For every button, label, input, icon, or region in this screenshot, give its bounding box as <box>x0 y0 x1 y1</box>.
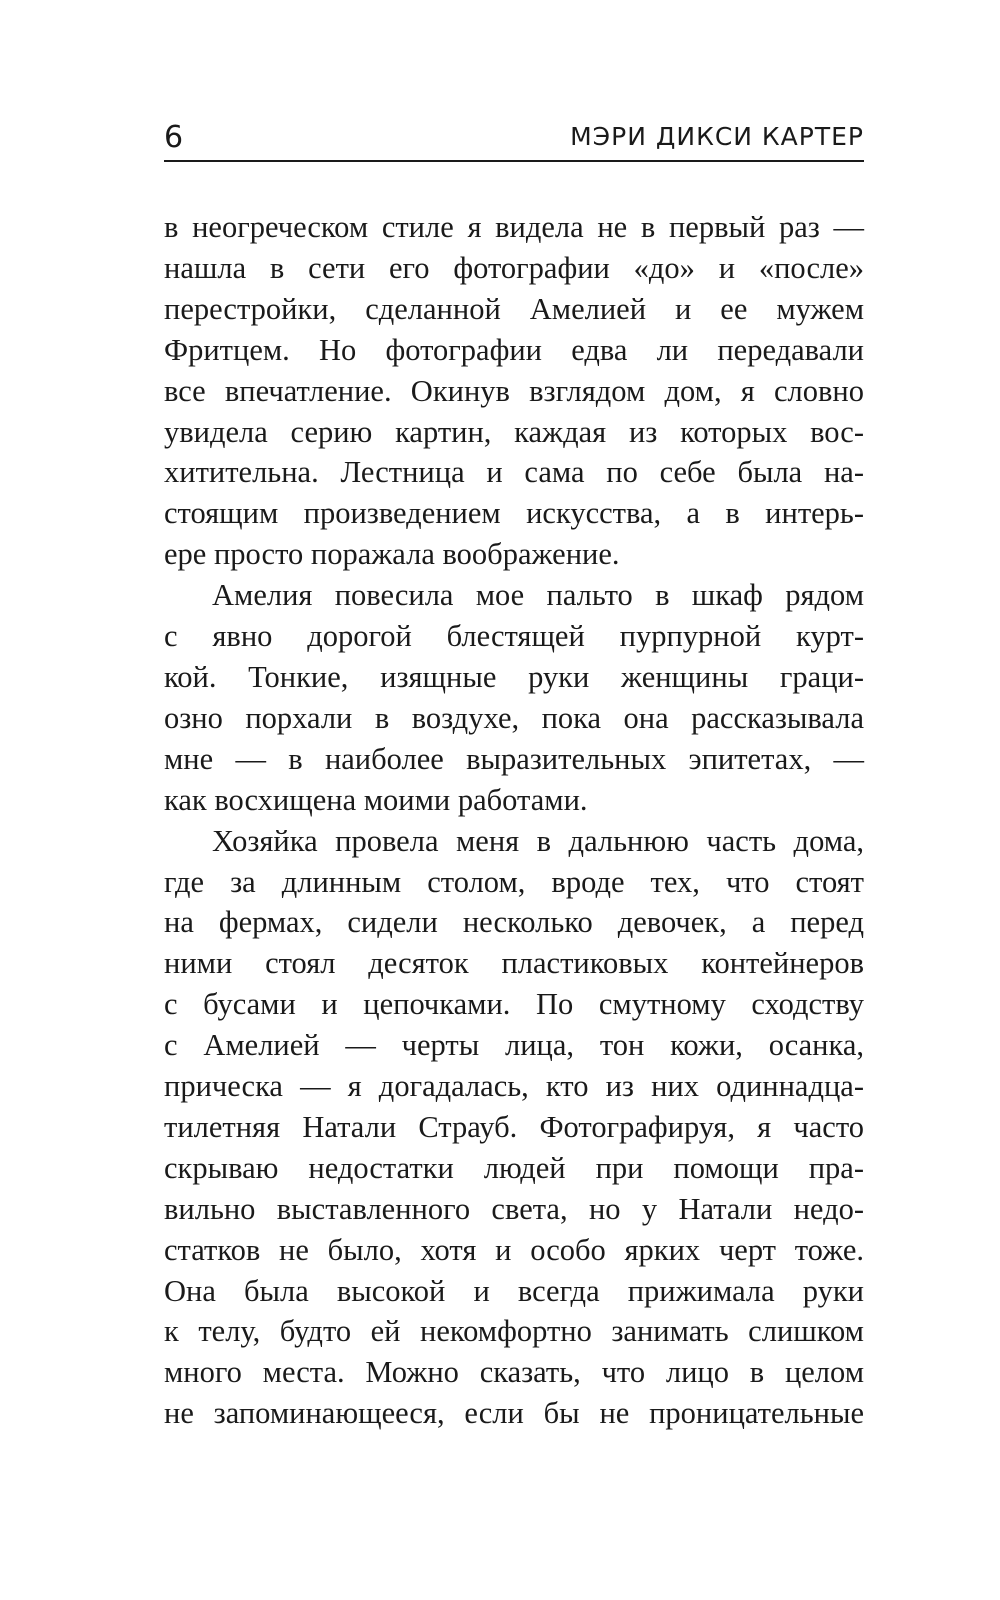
text-line: Хозяйка провела меня в дальнюю часть дома, <box>212 823 864 858</box>
text-line: статков не было, хотя и особо ярких черт тоже. <box>164 1232 864 1267</box>
text-line: кой. Тонкие, изящные руки женщины граци- <box>164 659 864 694</box>
page-number: 6 <box>164 120 184 155</box>
text-line: тилетняя Натали Страуб. Фотографируя, я часто <box>164 1109 864 1144</box>
text-line: как восхищена моими работами. <box>164 782 588 817</box>
text-line: озно порхали в воздухе, пока она рассказывала <box>164 700 864 735</box>
text-line: с бусами и цепочками. По смутному сходству <box>164 987 864 1022</box>
text-line: Амелия повесила мое пальто в шкаф рядом <box>212 578 864 613</box>
text-line: вильно выставленного света, но у Натали недо- <box>164 1191 864 1226</box>
text-line: нашла в сети его фотографии «до» и «после» <box>164 250 864 285</box>
text-line: не запоминающееся, если бы не проницательные <box>164 1396 864 1431</box>
text-line: где за длинным столом, вроде тех, что стоят <box>164 864 864 899</box>
text-line: мне — в наиболее выразительных эпитетах, — <box>164 741 864 776</box>
running-head <box>164 112 864 162</box>
text-line: с явно дорогой блестящей пурпурной курт- <box>164 619 864 654</box>
text-line: много места. Можно сказать, что лицо в целом <box>164 1355 864 1390</box>
text-line: все впечатление. Окинув взглядом дом, я словно <box>164 373 864 408</box>
running-title: МЭРИ ДИКСИ КАРТЕР <box>570 122 864 151</box>
text-line: хитительна. Лестница и сама по себе была на- <box>164 455 864 490</box>
text-line: перестройки, сделанной Амелией и ее мужем <box>164 291 864 326</box>
text-line: с Амелией — черты лица, тон кожи, осанка, <box>164 1028 864 1063</box>
text-line: к телу, будто ей некомфортно занимать слишком <box>164 1314 864 1349</box>
text-line: стоящим произведением искусства, а в интерь- <box>164 496 864 531</box>
text-line: ними стоял десяток пластиковых контейнеров <box>164 946 864 981</box>
text-line: Она была высокой и всегда прижимала руки <box>164 1273 864 1308</box>
text-line: увидела серию картин, каждая из которых вос- <box>164 414 864 449</box>
body-text <box>164 207 864 1434</box>
text-line: ере просто поражала воображение. <box>164 537 620 572</box>
text-line: Фритцем. Но фотографии едва ли передавали <box>164 332 864 367</box>
text-line: скрываю недостатки людей при помощи пра- <box>164 1150 864 1185</box>
text-line: прическа — я догадалась, кто из них одиннадца- <box>164 1069 864 1104</box>
text-line: на фермах, сидели несколько девочек, а перед <box>164 905 864 940</box>
text-line: в неогреческом стиле я видела не в первый раз — <box>164 210 864 244</box>
